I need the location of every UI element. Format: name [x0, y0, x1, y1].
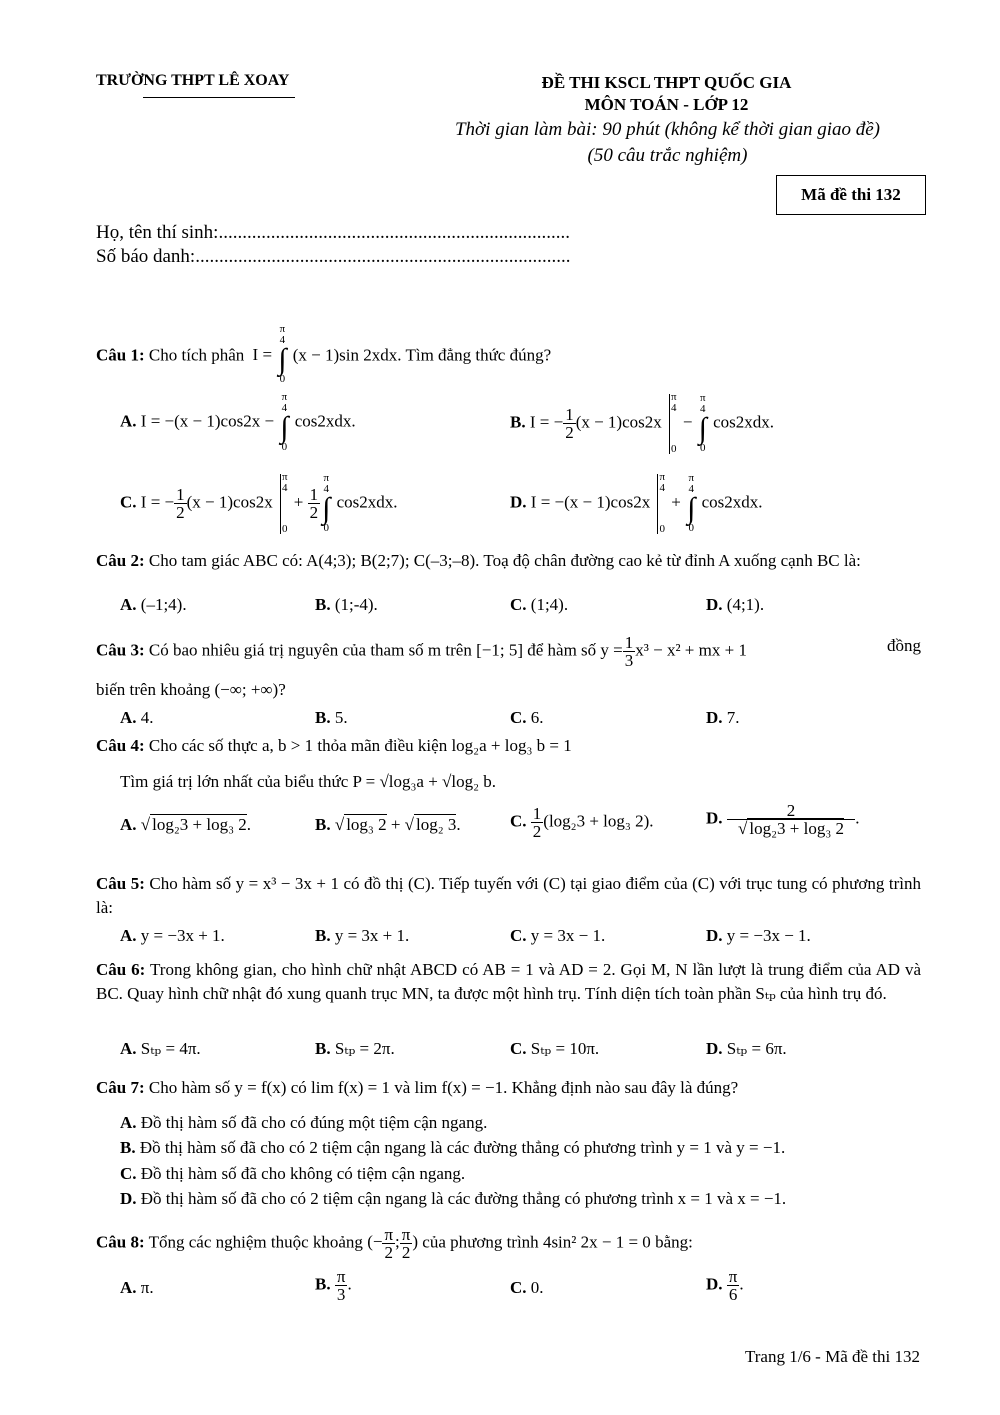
q7-option-a: A. Đồ thị hàm số đã cho có đúng một tiệm cận ngang. — [120, 1113, 488, 1132]
q5-option-a: A. y = −3x + 1. — [120, 926, 225, 945]
q6-option-a: A. Sₜₚ = 4π. — [120, 1039, 201, 1058]
q2-option-c: C. (1;4). — [510, 595, 569, 614]
q8-option-b: B. $\frac{\pi}{3}$ . — [315, 1267, 352, 1304]
q5-option-b: B. y = 3x + 1. — [315, 926, 410, 945]
question-3-line2: biến trên khoảng (−∞; +∞)? — [96, 680, 286, 699]
question-5: Câu 5: Cho hàm số y = x³ − 3x + 1 có đồ thị (C). Tiếp tuyến với (C) tại giao điểm của (C) với trục tung có phương trình là: — [96, 874, 921, 917]
question-7: Câu 7: Cho hàm số y = f(x) có lim f(x) = 1 và lim f(x) = −1. Khẳng định nào sau đây là đúng? — [96, 1078, 739, 1097]
q1-option-d: D. I = −(x − 1)cos2x π 4 0 + π 4 ∫ 0 cos2xdx. — [510, 471, 763, 535]
q8-option-c: C. 0. — [510, 1278, 544, 1297]
q4-option-d: D. $\frac{2}{\text{√ log₂3 + log₃ 2}}$ . — [706, 801, 860, 838]
question-2: Câu 2: Cho tam giác ABC có: A(4;3); B(2;7); C(–3;–8). Toạ độ chân đường cao kẻ từ đỉnh A xuống cạnh BC là: — [96, 551, 861, 570]
q4-option-c: C. $\frac{1}{2}$ (log₂3 + log₃ 2). — [510, 804, 654, 841]
school-underline — [143, 97, 295, 98]
q1-integral: π 4 ∫ 0 — [278, 323, 287, 385]
exam-time: Thời gian làm bài: 90 phút (không kể thời gian giao đề) — [454, 119, 881, 140]
q1-text-a: Cho tích phân — [148, 345, 245, 365]
question-4-line2: Tìm giá trị lớn nhất của biểu thức P = √log₃a + √log₂ b. — [120, 772, 497, 791]
q2-option-d: D. (4;1). — [706, 595, 765, 614]
q3-option-b: B. 5. — [315, 708, 348, 727]
q5-option-d: D. y = −3x − 1. — [706, 926, 811, 945]
q2-option-b: B. (1;-4). — [315, 595, 378, 614]
q8-option-a: A. π. — [120, 1278, 154, 1297]
q6-option-b: B. Sₜₚ = 2π. — [315, 1039, 395, 1058]
candidate-number-field: Số báo danh:............................................................................... — [96, 246, 571, 267]
question-4: Câu 4: Cho các số thực a, b > 1 thỏa mãn điều kiện log₂a + log₃ b = 1 — [96, 736, 572, 755]
q1-option-c: C. I = − $\frac{1}{2}$ (x − 1)cos2x π 4 0 + $\frac{1}{2}$ π 4 ∫ 0 cos2xdx. — [120, 471, 398, 535]
exam-title: ĐỀ THI KSCL THPT QUỐC GIA — [541, 73, 792, 92]
q4-option-b: B. √ log₃ 2 + √ log₂ 3. — [315, 815, 461, 834]
q5-option-c: C. y = 3x − 1. — [510, 926, 606, 945]
q1-option-a: A. I = −(x − 1)cos2x − π 4 ∫ 0 cos2xdx. — [120, 391, 356, 453]
school-name: TRƯỜNG THPT LÊ XOAY — [96, 72, 290, 89]
q8-option-d: D. $\frac{\pi}{6}$ . — [706, 1267, 744, 1304]
question-1: Câu 1: Cho tích phân I = π 4 ∫ 0 (x − 1)sin 2xdx. Tìm đẳng thức đúng? — [96, 323, 552, 385]
q2-option-a: A. (–1;4). — [120, 595, 187, 614]
question-6: Câu 6: Trong không gian, cho hình chữ nhật ABCD có AB = 1 và AD = 2. Gọi M, N lần lượt là trung điểm của AD và BC. Quay hình chữ nhật đó xung quanh trục MN, ta được một hình trụ. Tính diện tích toàn phần Sₜₚ của hình trụ đó. — [96, 960, 921, 1003]
question-3: Câu 3: Có bao nhiêu giá trị nguyên của tham số m trên [−1; 5] để hàm số y = $\frac{1}{3}$ x³ − x² + mx + 1 đồng — [96, 633, 921, 670]
q3-option-c: C. 6. — [510, 708, 544, 727]
q6-option-d: D. Sₜₚ = 6π. — [706, 1039, 787, 1058]
q4-option-a: A. √ log₂3 + log₃ 2. — [120, 815, 252, 834]
q3-option-a: A. 4. — [120, 708, 154, 727]
q3-option-d: D. 7. — [706, 708, 740, 727]
q7-option-c: C. Đồ thị hàm số đã cho không có tiệm cận ngang. — [120, 1164, 466, 1183]
q7-option-b: B. Đồ thị hàm số đã cho có 2 tiệm cận ngang là các đường thẳng có phương trình y = 1 và y = −1. — [120, 1138, 786, 1157]
exam-subject: MÔN TOÁN - LỚP 12 — [584, 95, 749, 114]
question-count: (50 câu trắc nghiệm) — [587, 145, 748, 166]
question-8: Câu 8: Tổng các nghiệm thuộc khoảng (− $\frac{\pi}{2}$ ; $\frac{\pi}{2}$ ) của phương trình 4sin² 2x − 1 = 0 bằng: — [96, 1225, 693, 1262]
page-footer: Trang 1/6 - Mã đề thi 132 — [744, 1347, 920, 1366]
q6-option-c: C. Sₜₚ = 10π. — [510, 1039, 600, 1058]
q7-option-d: D. Đồ thị hàm số đã cho có 2 tiệm cận ngang là các đường thẳng có phương trình x = 1 và x = −1. — [120, 1189, 787, 1208]
exam-code-box: Mã đề thi 132 — [776, 175, 926, 215]
q1-label: Câu 1: — [96, 345, 145, 365]
q1-option-b: B. I = − $\frac{1}{2}$ (x − 1)cos2x π 4 0 − π 4 ∫ 0 cos2xdx. — [510, 391, 775, 455]
q1-text-b: Tìm đẳng thức đúng? — [405, 345, 552, 365]
candidate-name-field: Họ, tên thí sinh:.......................................................................... — [96, 222, 570, 243]
